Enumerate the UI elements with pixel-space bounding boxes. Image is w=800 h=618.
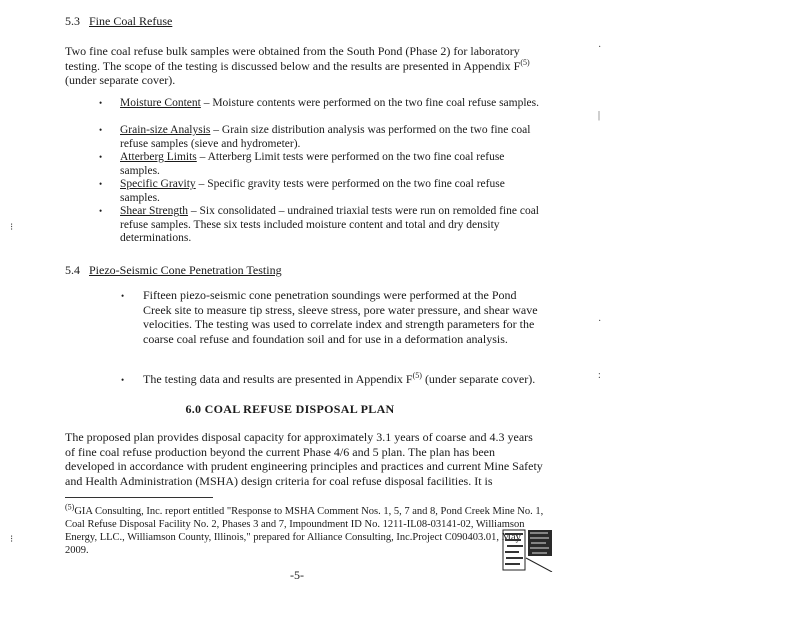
list-item	[121, 371, 543, 387]
professional-seal-stamp	[502, 528, 554, 572]
section-6-0-paragraph: The proposed plan provides disposal capacity for approximately 3.1 years of coarse and 4.3 years of fine coal refuse production beyond the current Phase 4/6 and 5 plan. The plan has been developed in accordance with prudent engineering principles and practices and current Mine Safety and Health Administration (MSHA) design criteria for coal refuse disposal facilities. It is	[65, 430, 543, 488]
cone-testing-list	[121, 288, 543, 387]
footnote-ref: (5)	[520, 57, 530, 67]
test-term: Specific Gravity	[120, 178, 196, 190]
section-number: 5.4	[65, 263, 80, 277]
footnote-marker: (5)	[65, 502, 75, 512]
test-description: – Moisture contents were performed on the two fine coal refuse samples.	[200, 97, 540, 109]
test-description: – Six consolidated – undrained triaxial tests were run on remolded fine coal refuse samples. These six tests included moisture content and total and dry density determinations.	[120, 205, 540, 244]
bullet-icon: •	[99, 152, 103, 162]
section-title: Fine Coal Refuse	[89, 14, 173, 28]
test-description: – Atterberg Limit tests were performed on the two fine coal refuse samples.	[120, 151, 505, 177]
list-item	[99, 124, 540, 151]
section-5-3-intro	[65, 44, 543, 88]
page-number: -5-	[290, 568, 304, 582]
margin-mark: ⁝	[10, 534, 14, 545]
bullet-icon: •	[121, 375, 125, 385]
list-item	[99, 151, 540, 178]
section-5-3-heading	[65, 14, 172, 29]
margin-mark: ·	[598, 316, 602, 327]
section-number: 5.3	[65, 14, 80, 28]
bullet-icon: •	[99, 179, 103, 189]
bullet-icon: •	[99, 125, 103, 135]
test-description: – Specific gravity tests were performed on the two fine coal refuse samples.	[120, 178, 505, 204]
test-term: Atterberg Limits	[120, 151, 197, 163]
margin-mark: |	[598, 110, 601, 121]
margin-mark: ⁝	[10, 222, 14, 233]
test-term: Grain-size Analysis	[120, 124, 211, 136]
cone-testing-description: Fifteen piezo-seismic cone penetration soundings were performed at the Pond Creek site to measure tip stress, sleeve stress, pore water pressure, and shear wave velocities. The testing was used to correlate index and strength parameters for the coarse coal refuse and foundation soil and for use in a deformation analysis.	[143, 288, 538, 346]
bullet-icon: •	[99, 206, 103, 216]
test-term: Moisture Content	[120, 97, 201, 109]
fine-refuse-test-list	[99, 97, 540, 247]
section-5-4-heading	[65, 263, 282, 278]
section-title: Piezo-Seismic Cone Penetration Testing	[89, 263, 282, 277]
list-item	[99, 205, 540, 247]
footnote-text: GIA Consulting, Inc. report entitled "Response to MSHA Comment Nos. 1, 5, 7 and 8, Pond Creek Mine No. 1, Coal Refuse Disposal Facility No. 2, Phases 3 and 7, Impoundment ID No. 1211-IL08-03141-02, Williamson Energy, LLC., Williamson County, Illinois," prepared for Alliance Consulting, Inc.Project C090403.01, May 2009.	[65, 506, 544, 556]
intro-tail: (under separate cover).	[65, 73, 176, 87]
footnote-ref: (5)	[412, 371, 422, 380]
footnote-divider	[65, 497, 213, 498]
margin-mark: ·	[598, 42, 602, 53]
cone-results-tail: (under separate cover).	[421, 372, 536, 386]
footnote	[65, 502, 545, 557]
test-description: – Grain size distribution analysis was performed on the two fine coal refuse samples (sieve and hydrometer).	[120, 124, 531, 150]
list-item	[99, 97, 540, 124]
margin-mark: :	[598, 370, 601, 381]
list-item	[121, 288, 543, 372]
bullet-icon: •	[121, 291, 125, 301]
cone-results-text: The testing data and results are presented in Appendix F	[143, 372, 413, 386]
test-term: Shear Strength	[120, 205, 189, 217]
bullet-icon: •	[99, 98, 103, 108]
section-6-0-heading: 6.0 COAL REFUSE DISPOSAL PLAN	[185, 402, 395, 416]
intro-text: Two fine coal refuse bulk samples were obtained from the South Pond (Phase 2) for laboratory testing. The scope of the testing is discussed below and the results are presented in Appendix F	[65, 44, 521, 73]
list-item	[99, 178, 540, 205]
